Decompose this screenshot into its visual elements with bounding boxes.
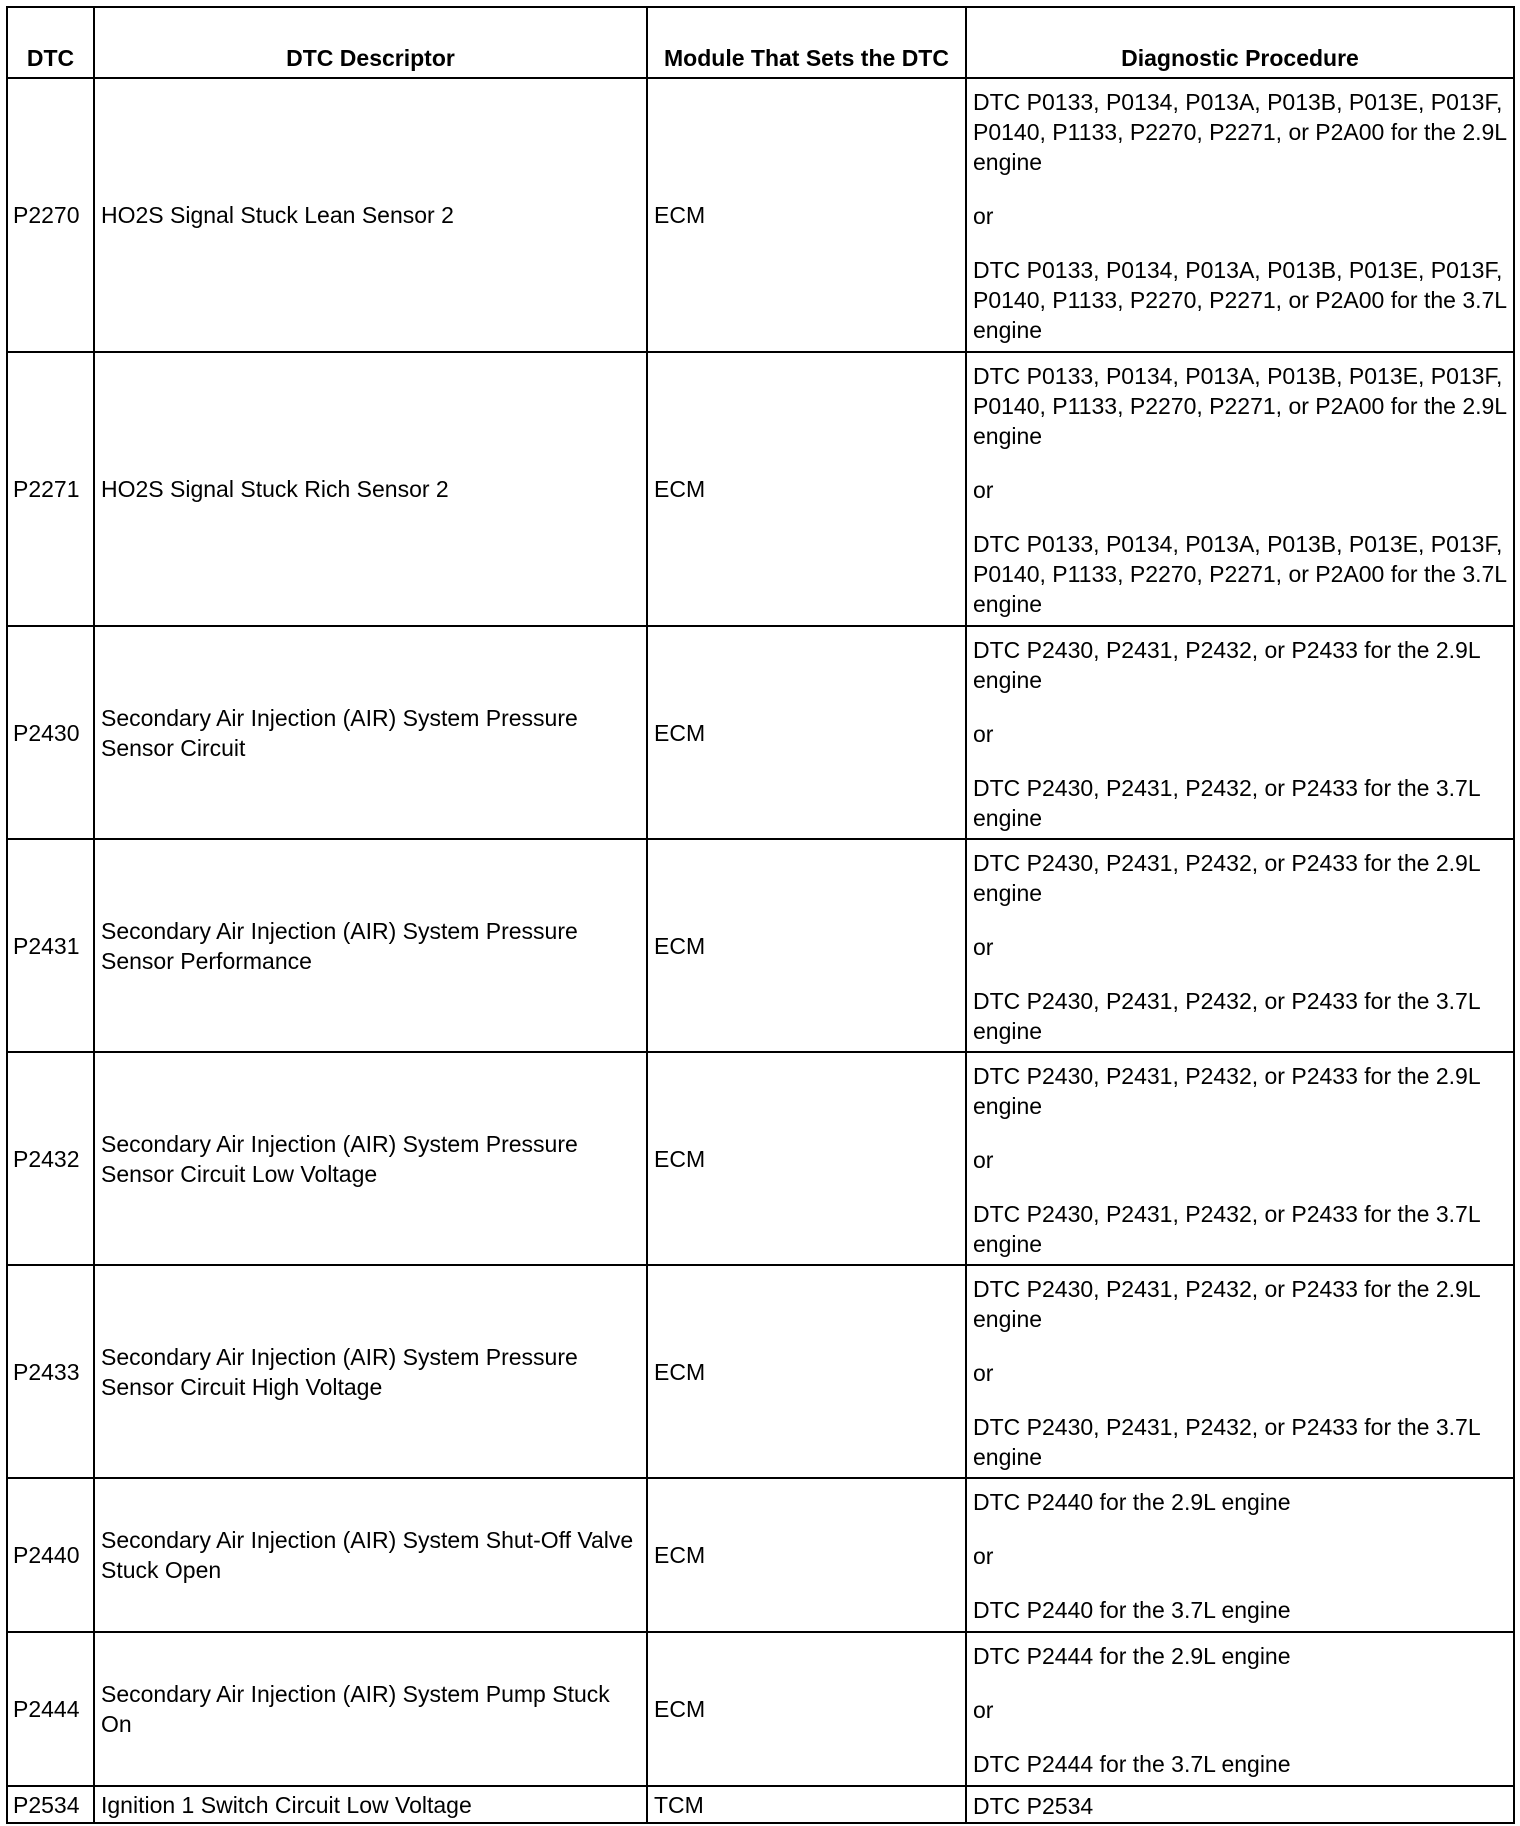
module-name: ECM	[647, 1632, 966, 1786]
module-name: ECM	[647, 352, 966, 626]
table-row	[7, 1265, 1514, 1478]
table-body	[7, 78, 1514, 1823]
dtc-code: P2270	[7, 78, 94, 352]
table-row	[7, 839, 1514, 1052]
diagnostic-procedure	[966, 839, 1514, 1052]
table-row	[7, 352, 1514, 626]
module-name: TCM	[647, 1786, 966, 1823]
dtc-descriptor: Secondary Air Injection (AIR) System Pressure Sensor Circuit Low Voltage	[94, 1052, 647, 1265]
dtc-descriptor: Secondary Air Injection (AIR) System Pressure Sensor Performance	[94, 839, 647, 1052]
dtc-table	[6, 6, 1515, 1824]
table-row	[7, 1632, 1514, 1786]
procedure-link[interactable]: DTC P2430, P2431, P2432, or P2433 for the 3.7L engine	[973, 987, 1480, 1044]
diagnostic-procedure	[966, 1478, 1514, 1632]
procedure-link[interactable]: DTC P2430, P2431, P2432, or P2433 for the 2.9L engine	[973, 636, 1480, 693]
table-row	[7, 1052, 1514, 1265]
header-module: Module That Sets the DTC	[647, 7, 966, 78]
module-name: ECM	[647, 1052, 966, 1265]
procedure-link[interactable]: DTC P2444 for the 2.9L engine	[973, 1643, 1291, 1669]
procedure-link[interactable]: DTC P2430, P2431, P2432, or P2433 for the 3.7L engine	[973, 774, 1480, 831]
procedure-or: or	[973, 1543, 994, 1569]
diagnostic-procedure	[966, 626, 1514, 839]
dtc-code: P2440	[7, 1478, 94, 1632]
module-name: ECM	[647, 839, 966, 1052]
dtc-descriptor: Secondary Air Injection (AIR) System Pressure Sensor Circuit High Voltage	[94, 1265, 647, 1478]
header-dtc: DTC	[7, 7, 94, 78]
procedure-link[interactable]: DTC P0133, P0134, P013A, P013B, P013E, P013F, P0140, P1133, P2270, P2271, or P2A00 for the 3.7L engine	[973, 531, 1507, 617]
procedure-link[interactable]: DTC P2430, P2431, P2432, or P2433 for the 2.9L engine	[973, 849, 1480, 906]
table-row	[7, 1478, 1514, 1632]
procedure-link[interactable]: DTC P2430, P2431, P2432, or P2433 for the 3.7L engine	[973, 1413, 1480, 1470]
dtc-descriptor: Ignition 1 Switch Circuit Low Voltage	[94, 1786, 647, 1823]
procedure-link[interactable]: DTC P2430, P2431, P2432, or P2433 for the 3.7L engine	[973, 1200, 1480, 1257]
dtc-descriptor: Secondary Air Injection (AIR) System Pump Stuck On	[94, 1632, 647, 1786]
header-row	[7, 7, 1514, 78]
procedure-or: or	[973, 1146, 994, 1173]
module-name: ECM	[647, 626, 966, 839]
module-name: ECM	[647, 1265, 966, 1478]
procedure-link[interactable]: DTC P2440 for the 2.9L engine	[973, 1489, 1291, 1515]
diagnostic-procedure	[966, 78, 1514, 352]
dtc-code: P2271	[7, 352, 94, 626]
dtc-code: P2433	[7, 1265, 94, 1478]
dtc-code: P2444	[7, 1632, 94, 1786]
procedure-link[interactable]: DTC P2444 for the 3.7L engine	[973, 1751, 1291, 1777]
dtc-code: P2432	[7, 1052, 94, 1265]
module-name: ECM	[647, 1478, 966, 1632]
procedure-or: or	[973, 477, 994, 503]
table-row	[7, 78, 1514, 352]
dtc-code: P2430	[7, 626, 94, 839]
dtc-descriptor: HO2S Signal Stuck Lean Sensor 2	[94, 78, 647, 352]
dtc-descriptor: Secondary Air Injection (AIR) System Shut-Off Valve Stuck Open	[94, 1478, 647, 1632]
table-row	[7, 1786, 1514, 1823]
procedure-link[interactable]: DTC P0133, P0134, P013A, P013B, P013E, P013F, P0140, P1133, P2270, P2271, or P2A00 for the 2.9L engine	[973, 363, 1507, 449]
dtc-code: P2431	[7, 839, 94, 1052]
procedure-link[interactable]: DTC P2430, P2431, P2432, or P2433 for the 2.9L engine	[973, 1062, 1480, 1119]
procedure-or: or	[973, 720, 994, 747]
procedure-link[interactable]: DTC P2430, P2431, P2432, or P2433 for the 2.9L engine	[973, 1275, 1480, 1332]
dtc-code: P2534	[7, 1786, 94, 1823]
procedure-or: or	[973, 203, 994, 229]
procedure-or: or	[973, 1697, 994, 1723]
module-name: ECM	[647, 78, 966, 352]
procedure-or: or	[973, 1359, 994, 1386]
header-procedure: Diagnostic Procedure	[966, 7, 1514, 78]
dtc-descriptor: Secondary Air Injection (AIR) System Pressure Sensor Circuit	[94, 626, 647, 839]
diagnostic-procedure	[966, 352, 1514, 626]
header-descriptor: DTC Descriptor	[94, 7, 647, 78]
procedure-link[interactable]: DTC P0133, P0134, P013A, P013B, P013E, P013F, P0140, P1133, P2270, P2271, or P2A00 for the 2.9L engine	[973, 89, 1507, 175]
diagnostic-procedure	[966, 1632, 1514, 1786]
procedure-or: or	[973, 933, 994, 960]
dtc-descriptor: HO2S Signal Stuck Rich Sensor 2	[94, 352, 647, 626]
table-row	[7, 626, 1514, 839]
procedure-link[interactable]: DTC P0133, P0134, P013A, P013B, P013E, P013F, P0140, P1133, P2270, P2271, or P2A00 for the 3.7L engine	[973, 257, 1507, 343]
diagnostic-procedure	[966, 1786, 1514, 1823]
diagnostic-procedure	[966, 1052, 1514, 1265]
procedure-link[interactable]: DTC P2534	[973, 1792, 1094, 1819]
diagnostic-procedure	[966, 1265, 1514, 1478]
procedure-link[interactable]: DTC P2440 for the 3.7L engine	[973, 1597, 1291, 1623]
